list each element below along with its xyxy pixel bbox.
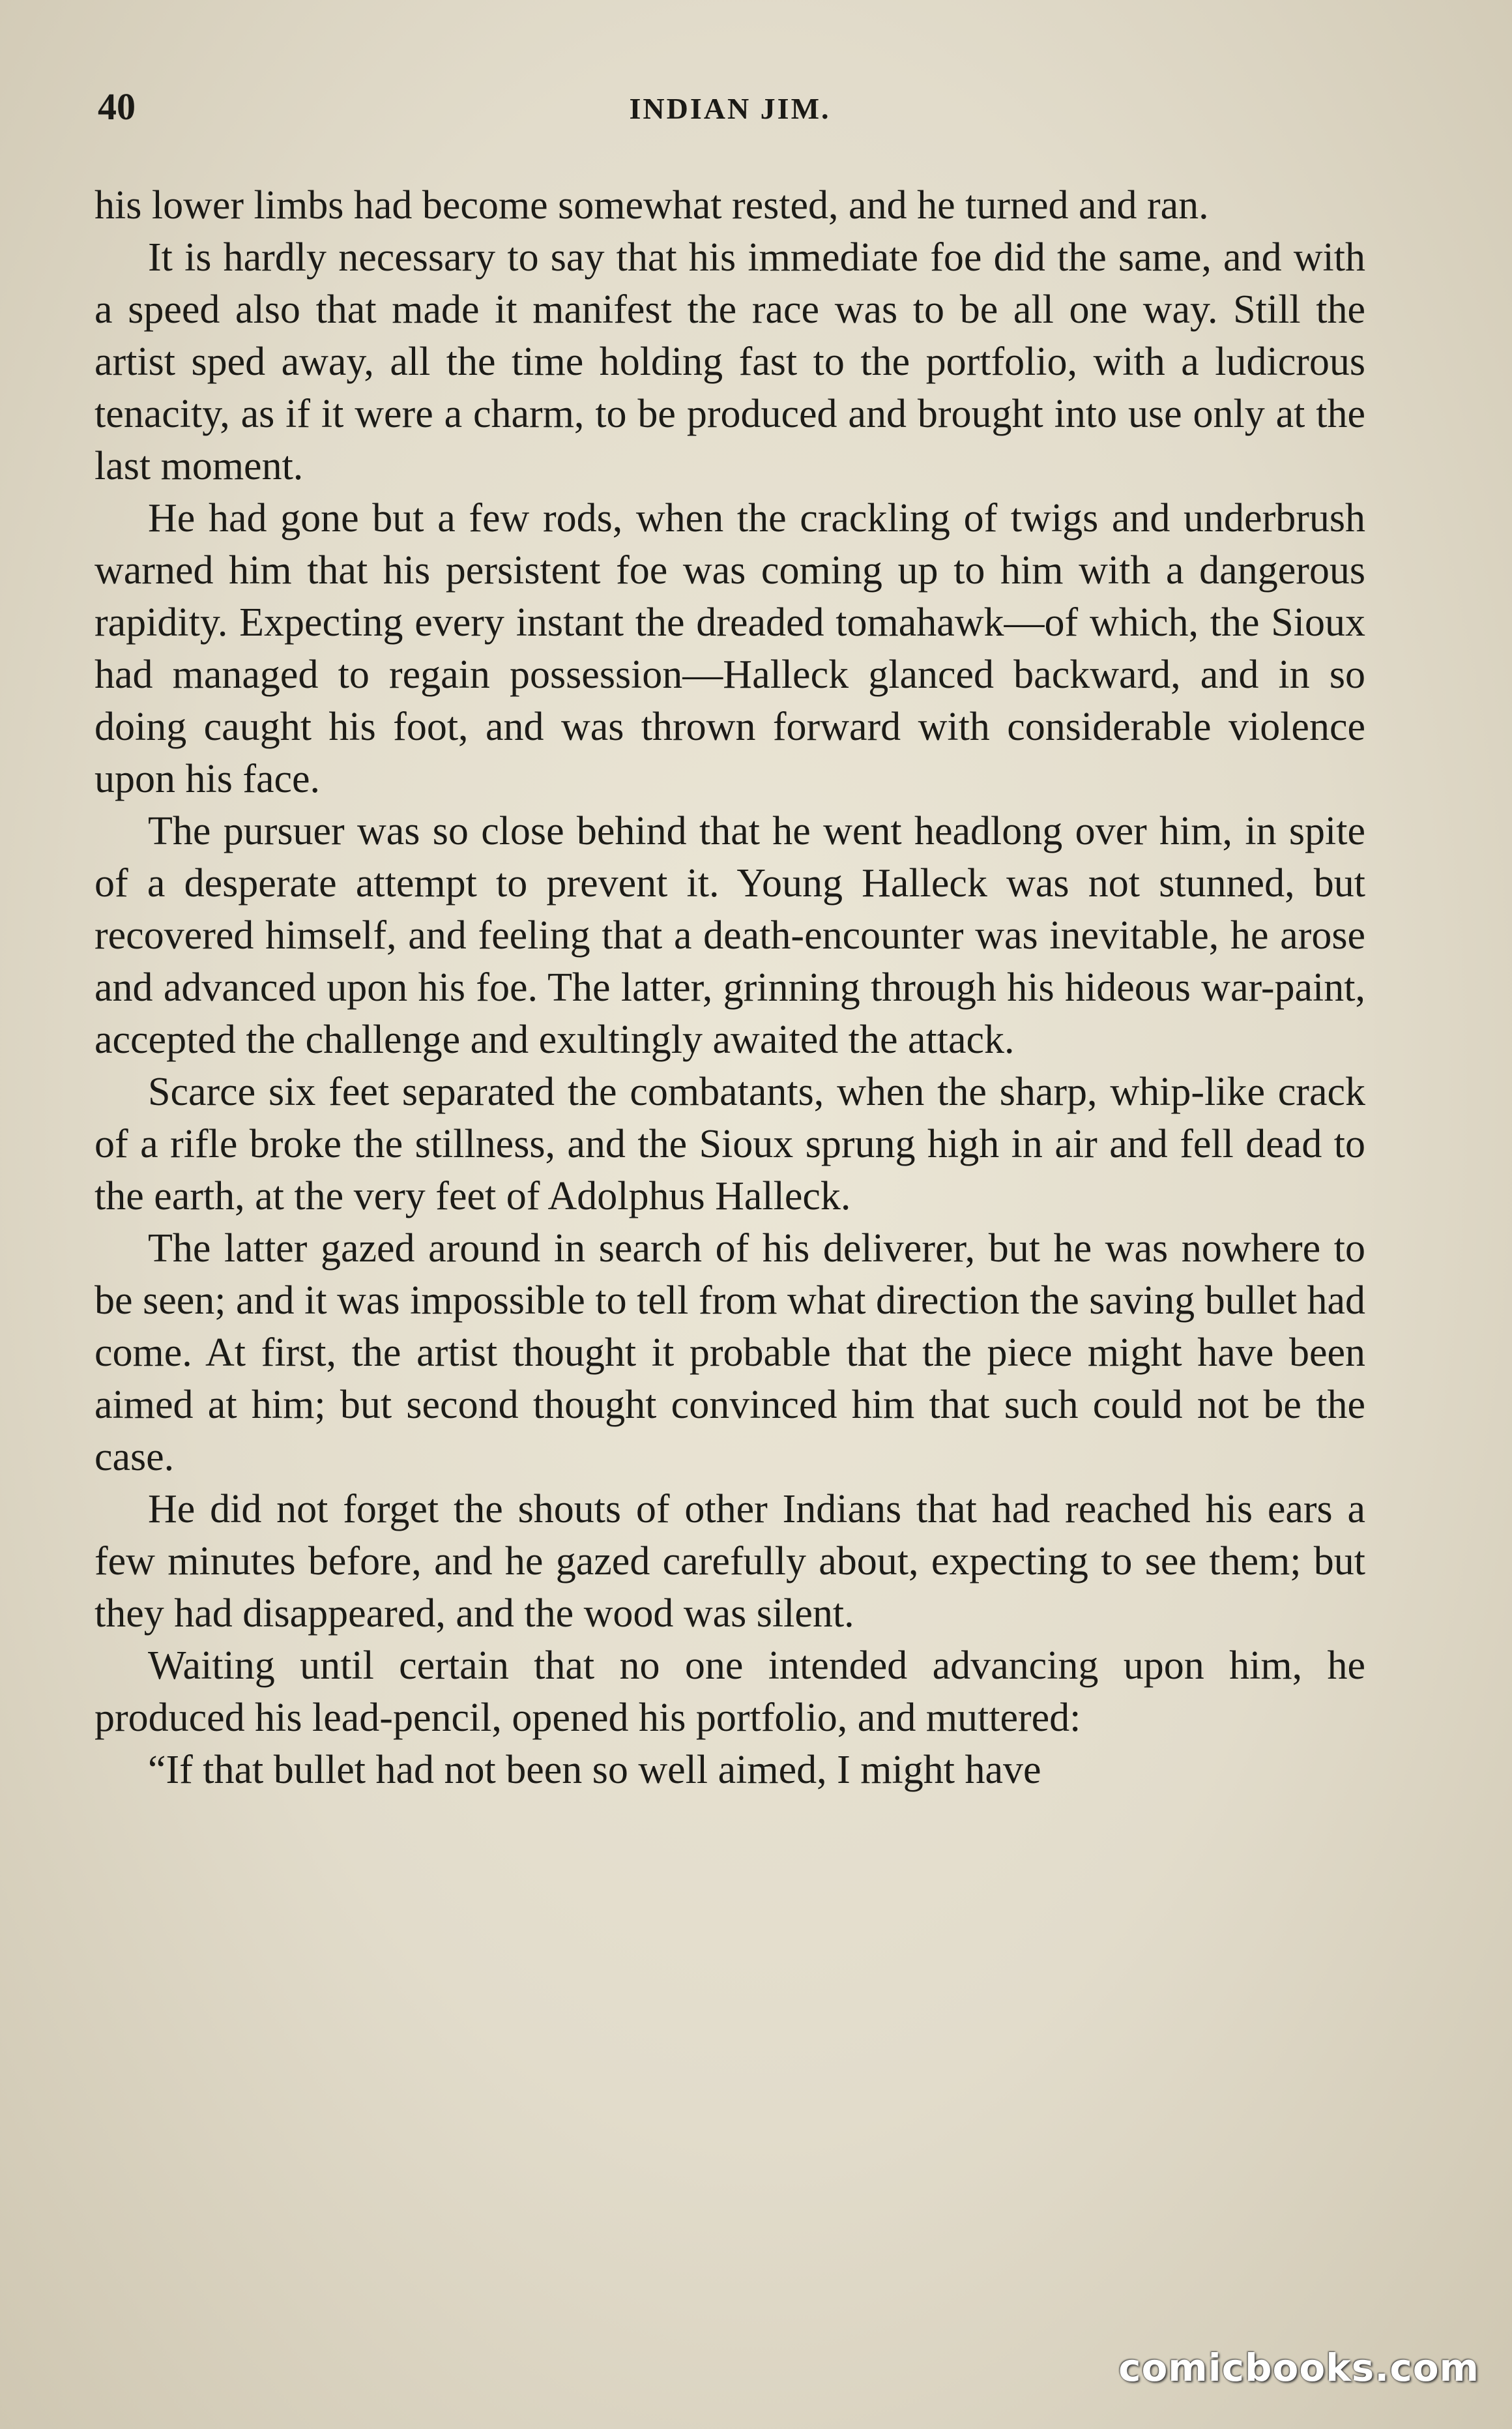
body-text [94,179,1365,1796]
paragraph: He did not forget the shouts of other Indians that had reached his ears a few minutes before, and he gazed carefully about, expecting to see them; but they had disappeared, and the wood was silent. [94,1487,1365,1636]
paragraph: his lower limbs had become somewhat rested, and he turned and ran. [94,183,1209,228]
paragraph: Scarce six feet separated the combatants, when the sharp, whip-like crack of a rifle broke the stillness, and the Sioux sprung high in air and fell dead to the earth, at the very feet of Adolphus Halleck. [94,1070,1365,1218]
page-header [98,85,1362,137]
paragraph: It is hardly necessary to say that his immediate foe did the same, and with a speed also that made it manifest the race was to be all one way. Still the artist sped away, all the time holding fast to the portfolio, with a ludicrous tenacity, as if it were a charm, to be produced and brought into use only at the last moment. [94,235,1365,488]
paragraph: The pursuer was so close behind that he went headlong over him, in spite of a desperate attempt to prevent it. Young Halleck was not stunned, but recovered himself, and feeling that a death-encounter was inevitable, he arose and advanced upon his foe. The latter, grinning through his hideous war-paint, accepted the challenge and exultingly awaited the attack. [94,809,1365,1062]
running-head: INDIAN JIM. [629,92,831,125]
page-number: 40 [98,85,136,128]
paragraph: The latter gazed around in search of his deliverer, but he was nowhere to be seen; and it was impossible to tell from what direction the saving bullet had come. At first, the artist thought it probable that the piece might have been aimed at him; but second thought convinced him that such could not be the case. [94,1226,1365,1479]
watermark: comicbooks.com [1118,2346,1479,2390]
paragraph: “If that bullet had not been so well aimed, I might have [148,1748,1041,1792]
paragraph: He had gone but a few rods, when the crackling of twigs and underbrush warned him that his persistent foe was coming up to him with a dangerous rapidity. Expecting every instant the dreaded tomahawk—of which, the Sioux had managed to regain possession—Halleck glanced backward, and in so doing caught his foot, and was thrown forward with considerable violence upon his face. [94,496,1365,801]
paragraph: Waiting until certain that no one intended advancing upon him, he produced his lead-pencil, opened his portfolio, and muttered: [94,1643,1365,1740]
